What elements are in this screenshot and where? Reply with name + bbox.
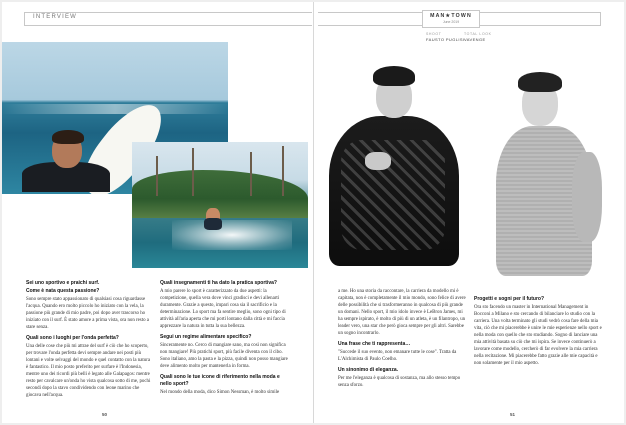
- answer: Sono sempre stato appassionato di qualsiasi cosa riguardasse l'acqua. Quando ero molto piccolo ho iniziato con la vela, la passione più grande di mio padre, poi dopo aver trascorso ho iniziato con il surf. È stato amore a prima vista, ora non resto a stare senza.: [26, 297, 149, 330]
- photo-model-sweater: [472, 60, 624, 282]
- model-arm: [572, 152, 602, 242]
- jacket-pattern: [341, 140, 445, 250]
- credit-key: SHOOT: [426, 32, 442, 36]
- answer: A mio parere lo sport è caratterizzato da due aspetti: la competizione, quella vera dove vinci gradisci e devi allenarti duramente. Grazie a questo, impari cosa sia il sacrificio e la determinazione. Lo sport ma fa sentire meglio, sono ogni tipo di attività all'aria aperta che mi porti lontano dalla città e mi faccia apprezzare la natura in tutta la sua bellezza.: [160, 289, 286, 329]
- page-gutter: [313, 2, 314, 423]
- right-column-1: [338, 288, 468, 390]
- question: Come è nata questa passione?: [26, 288, 100, 294]
- magazine-spread: [2, 2, 624, 423]
- left-column-2: [160, 280, 290, 397]
- model-hand: [365, 152, 391, 170]
- question: Progetti e sogni per il futuro?: [474, 296, 544, 302]
- photo-model-jacket: [315, 60, 470, 272]
- question: Segui un regime alimentare specifico?: [160, 334, 252, 340]
- left-column-1: [26, 280, 152, 400]
- page-number-right: 51: [510, 412, 516, 417]
- model-hair: [518, 72, 562, 92]
- question: Quali sono le tue icone di riferimento nella moda e nello sport?: [160, 374, 280, 387]
- answer: Una delle cose che più mi attrae del surf è ciò che ho scoperto, per trovare l'onda perfetta devi sempre andare nei posti più lontani e volte selvaggi del mondo e quel contatto con la natura è fantastico. Il mio posto preferito per surfare è l'Indonesia, mentre uno dei ricordi più belli è legato alle Galapagos: mentre resto per cavalcare un'onda ho vista qualcosa sotto di me, pochi secondi dopo la stavo condividendo con leone marino che giocava nell'acqua.: [26, 344, 151, 398]
- magazine-name: MAN★TOWN: [430, 13, 472, 19]
- section-label: INTERVIEW: [33, 14, 78, 20]
- answer: Nel mondo della moda, dico Simon Nessman, è molto simile: [160, 390, 280, 395]
- palm-trunk: [156, 156, 158, 196]
- answer: "Succede il suo evento, non emanare tutte le cose". Tratta da L'Alchimista di Paulo Coelho.: [338, 350, 457, 362]
- header-left-rule: [24, 12, 312, 26]
- magazine-logo-box: [422, 10, 480, 28]
- surfer-wetsuit: [204, 218, 222, 230]
- question: Una frase che ti rappresenta…: [338, 341, 411, 347]
- palm-trunk: [250, 152, 252, 196]
- answer: Per me l'eleganza è qualcosa di sostanza, ma allo stesso tempo senza sforzo.: [338, 376, 461, 388]
- credit-value: FAUSTO PUGLISI: [426, 37, 465, 42]
- page-number-left: 50: [102, 412, 108, 417]
- answer: Ora sto facendo un master in International Management in Bocconi a Milano e sto cercando di bilanciare lo studio con la carriera. Una volta terminato gli studi vedrò cosa fare della mia vita, ciò che mi piacerebbe è unire le mie esperienze nello sport e nella moda con quello che sto studiando. Sogno di lanciare una mia attività basata su ciò che mi ispira. Se invece continuerò a lavorare come modello, cercherò di far evolvere la mia carriera nella recitazione. Mi piacerebbe fatto grazie alle mie capacità e non solamente per il mio aspetto.: [474, 305, 602, 366]
- question: Sei uno sportivo e praichi surf.: [26, 280, 100, 286]
- credit-key: TOTAL LOOK: [464, 32, 492, 36]
- credit-shoot: [426, 32, 464, 42]
- palm-trunk: [192, 148, 194, 196]
- wave-highlight: [2, 104, 228, 114]
- credit-total-look: [464, 32, 492, 42]
- issue-date: June 2019: [442, 20, 460, 24]
- question: Un sinonimo di eleganza.: [338, 367, 399, 373]
- model-hair: [373, 66, 415, 86]
- right-column-2: [474, 296, 602, 368]
- question: Quali sono i luoghi per l'onda perfetta?: [26, 335, 119, 341]
- surfer-hair: [52, 130, 84, 144]
- answer: Sinceramente no. Cerco di mangiare sano, ma così non significa non mangiare! Più pratichi sport, più facile diventa con il cibo. Sono italiano, amo la pasta e la pizza, quindi non posso mangiare deve alimento molto per mantenerla in forma.: [160, 343, 288, 369]
- answer: a me. Ho una storia da raccontare, la carriera da modello mi è capitata, non è completamente il mio mondo, sono felice di avere delle possibilità che si trasformeranno in qualcosa di più grande un domani. Nello sport, il mio idolo invece è LeBron James, mi ha sempre ispirato, è molto di più di un atleta, è un filantropo, un leader vero, una star che però gioca sempre per gli altri. Sarebbe un sogno incontrarlo.: [338, 289, 466, 336]
- credit-value: VAVENGE: [464, 37, 486, 42]
- wave-spray: [172, 220, 292, 250]
- palm-trunk: [282, 146, 284, 196]
- photo-surfing-wave: [132, 142, 308, 268]
- question: Quali insegnamenti ti ha dato la pratica sportiva?: [160, 280, 277, 286]
